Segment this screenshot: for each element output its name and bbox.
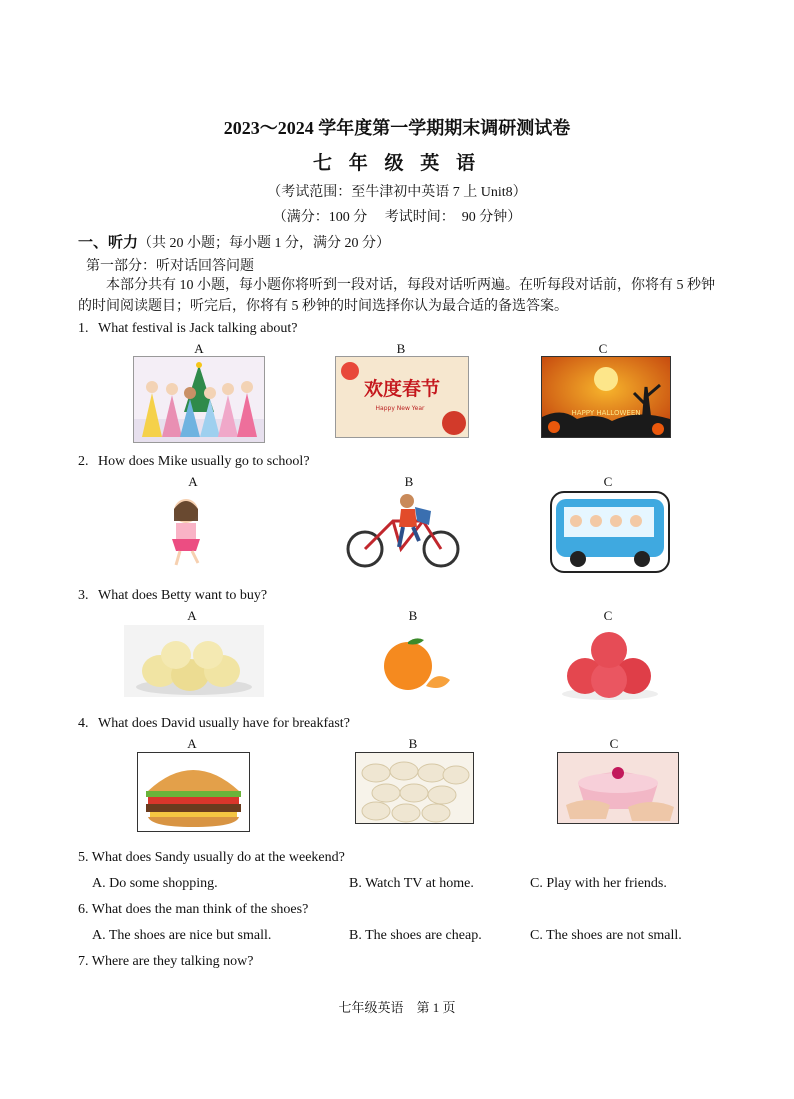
option-label-c: C (603, 474, 613, 489)
option-label-c: C (609, 736, 619, 751)
section-heading-title: 一、听力 (78, 235, 139, 251)
question-6 (78, 902, 308, 918)
question-1 (78, 321, 297, 337)
question-number: 7. (78, 954, 89, 969)
option-label-b: B (404, 474, 414, 489)
option-label-b: B (396, 341, 406, 356)
option-b[interactable]: B. The shoes are cheap. (349, 928, 482, 943)
page-footer: 七年级英语 第 1 页 (338, 1000, 456, 1015)
question-text: What does Betty want to buy? (98, 588, 268, 603)
option-label-b: B (408, 736, 418, 751)
option-label-a: A (188, 474, 198, 489)
exam-title: 2023～2024 学年度第一学期期末调研测试卷 (223, 118, 571, 138)
option-b[interactable]: B. Watch TV at home. (349, 876, 474, 891)
question-7 (78, 954, 253, 970)
question-4 (78, 716, 350, 732)
option-a[interactable]: A. The shoes are nice but small. (92, 928, 272, 943)
dumplings-image[interactable] (355, 752, 474, 824)
question-number: 5. (78, 850, 89, 865)
question-3 (78, 588, 267, 604)
christmas-princesses-image[interactable] (133, 356, 265, 443)
cupcakes-image[interactable] (557, 752, 679, 824)
part-heading: 第一部分：听对话回答问题 (86, 259, 254, 274)
option-label-a: A (187, 736, 197, 751)
spring-festival-text: 欢度春节 (363, 378, 441, 400)
exam-scope: （考试范围：至牛津初中英语 7 上 Unit8） (267, 185, 527, 200)
option-c[interactable]: C. The shoes are not small. (530, 928, 682, 943)
school-bus-image[interactable] (550, 491, 670, 573)
spring-festival-card-image[interactable] (335, 356, 469, 438)
question-number: 4. (78, 716, 89, 731)
walking-girl-image[interactable] (156, 491, 218, 569)
exam-subject: 七 年 级 英 语 (312, 153, 481, 174)
question-number: 2. (78, 454, 89, 469)
option-a[interactable]: A. Do some shopping. (92, 876, 218, 891)
option-label-b: B (408, 608, 418, 623)
question-text: What does the man think of the shoes? (91, 902, 309, 917)
question-text: What festival is Jack talking about? (98, 321, 298, 336)
happy-halloween-text: HAPPY HALLOWEEN (571, 409, 641, 417)
section-heading-detail: （共 20 小题；每小题 1 分，满分 20 分） (138, 236, 391, 251)
question-number: 6. (78, 902, 89, 917)
pears-image[interactable] (124, 625, 264, 697)
hamburger-image[interactable] (137, 752, 250, 832)
option-label-c: C (603, 608, 613, 623)
apples-image[interactable] (555, 628, 665, 700)
question-text: Where are they talking now? (91, 954, 254, 969)
question-text: How does Mike usually go to school? (98, 454, 310, 469)
question-text: What does Sandy usually do at the weekend? (91, 850, 345, 865)
halloween-night-image[interactable] (541, 356, 671, 438)
section-heading (78, 231, 390, 252)
option-label-c: C (598, 341, 608, 356)
exam-score-time: （满分：100 分 考试时间： 90 分钟） (272, 210, 522, 225)
question-2 (78, 454, 310, 470)
option-label-a: A (187, 608, 197, 623)
happy-new-year-text: Happy New Year (375, 405, 425, 412)
option-label-a: A (194, 341, 204, 356)
question-number: 3. (78, 588, 89, 603)
question-5 (78, 850, 345, 866)
option-c[interactable]: C. Play with her friends. (530, 876, 667, 891)
instructions: 本部分共有 10 小题，每小题你将听到一段对话，每段对话听两遍。在听每段对话前，你将有 5 秒钟的时间阅读题目；听完后，你将有 5 秒钟的时间选择你认为最合适的备选答案。 (78, 278, 715, 314)
question-text: What does David usually have for breakfast? (98, 716, 350, 731)
bike-rider-image[interactable] (343, 491, 467, 569)
orange-image[interactable] (378, 636, 454, 692)
question-number: 1. (78, 321, 89, 336)
